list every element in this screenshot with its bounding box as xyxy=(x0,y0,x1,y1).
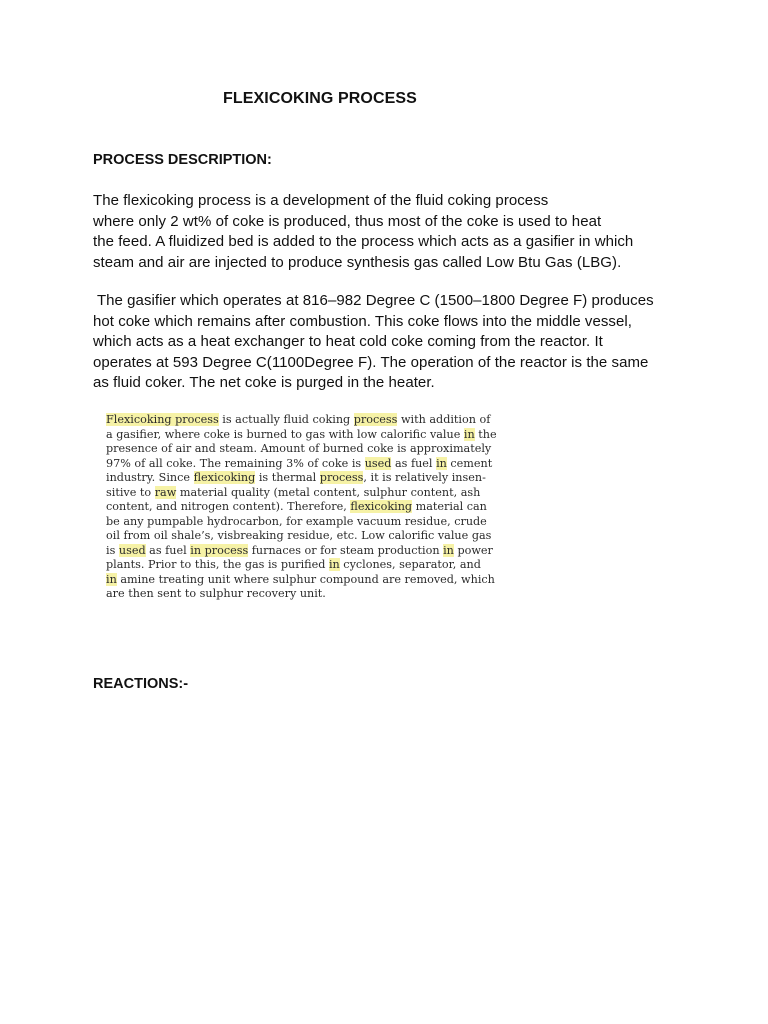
excerpt-text: are then sent to sulphur recovery unit. xyxy=(106,587,326,600)
paragraph-1-line: steam and air are injected to produce synthesis gas called Low Btu Gas (LBG). xyxy=(93,253,622,271)
paragraph-2-line: hot coke which remains after combustion. This coke flows into the middle vessel, xyxy=(93,312,632,330)
highlighted-term: in xyxy=(436,456,447,470)
excerpt-line xyxy=(106,457,498,472)
highlighted-term: in process xyxy=(190,543,249,557)
excerpt-text: plants. Prior to this, the gas is purified xyxy=(106,558,329,571)
excerpt-line xyxy=(106,442,498,457)
paragraph-1-line: the feed. A fluidized bed is added to the process which acts as a gasifier in which xyxy=(93,233,634,250)
excerpt-text: is thermal xyxy=(255,471,320,484)
reactions-heading: REACTIONS:- xyxy=(93,676,189,692)
highlighted-excerpt xyxy=(106,413,498,602)
excerpt-line xyxy=(106,428,498,443)
excerpt-text: presence of air and steam. Amount of burned coke is approximately xyxy=(106,442,492,455)
highlighted-term: in xyxy=(443,543,454,557)
highlighted-term: in xyxy=(106,572,117,586)
excerpt-line xyxy=(106,587,498,602)
page-title: FLEXICOKING PROCESS xyxy=(223,90,417,107)
highlighted-term: in xyxy=(463,427,475,441)
excerpt-text: as fuel xyxy=(145,543,191,557)
excerpt-line xyxy=(106,413,498,428)
highlighted-term: used xyxy=(118,543,146,557)
excerpt-text: material can xyxy=(412,500,487,513)
excerpt-text: content, and nitrogen content). Therefore, xyxy=(106,500,351,513)
excerpt-line xyxy=(106,544,498,559)
excerpt-text: power xyxy=(453,543,493,557)
excerpt-text: as fuel xyxy=(391,456,437,470)
excerpt-text: industry. Since xyxy=(106,471,194,484)
excerpt-text: is actually fluid coking xyxy=(218,413,354,426)
excerpt-line xyxy=(106,529,498,544)
paragraph-2-line: operates at 593 Degree C(1100Degree F). The operation of the reactor is the same xyxy=(93,353,649,371)
paragraph-1-line: where only 2 wt% of coke is produced, thus most of the coke is used to heat xyxy=(93,212,602,230)
excerpt-text: amine treating unit where sulphur compound are removed, which xyxy=(116,572,495,586)
excerpt-line xyxy=(106,515,498,530)
paragraph-2 xyxy=(93,291,654,394)
highlighted-term: process xyxy=(319,471,364,484)
excerpt-text: is xyxy=(106,543,119,557)
paragraph-1 xyxy=(93,191,633,273)
highlighted-term: in xyxy=(328,558,340,571)
excerpt-text: material quality (metal content, sulphur content, ash xyxy=(176,485,481,499)
excerpt-text: , it is relatively insen- xyxy=(363,471,486,484)
process-description-heading: PROCESS DESCRIPTION: xyxy=(93,152,272,168)
paragraph-2-line: The gasifier which operates at 816–982 Degree C (1500–1800 Degree F) produces xyxy=(93,292,654,309)
excerpt-text: cement xyxy=(446,456,493,470)
excerpt-text: cyclones, separator, and xyxy=(339,558,481,571)
excerpt-line xyxy=(106,558,498,573)
excerpt-text: furnaces or for steam production xyxy=(248,543,444,557)
excerpt-line xyxy=(106,486,498,501)
paragraph-1-line: The flexicoking process is a development of the fluid coking process xyxy=(93,192,549,209)
excerpt-text: a gasifier, where coke is burned to gas with low calorific value xyxy=(106,427,464,441)
excerpt-text: 97% of all coke. The remaining 3% of coke is xyxy=(106,456,365,470)
excerpt-line xyxy=(106,471,498,486)
excerpt-line xyxy=(106,573,498,588)
highlighted-term: raw xyxy=(154,485,177,499)
excerpt-text: oil from oil shale’s, visbreaking residue, etc. Low calorific value gas xyxy=(106,529,492,542)
excerpt-text: sitive to xyxy=(106,485,155,499)
highlighted-term: flexicoking xyxy=(193,471,256,484)
paragraph-2-line: as fluid coker. The net coke is purged in the heater. xyxy=(93,374,435,391)
paragraph-2-line: which acts as a heat exchanger to heat cold coke coming from the reactor. It xyxy=(93,333,603,350)
excerpt-line xyxy=(106,500,498,515)
excerpt-text: with addition of xyxy=(397,413,491,426)
excerpt-text: the xyxy=(474,427,497,441)
highlighted-term: Flexicoking process xyxy=(106,413,219,426)
excerpt-text: be any pumpable hydrocarbon, for example vacuum residue, crude xyxy=(106,514,487,528)
highlighted-term: used xyxy=(364,456,392,470)
highlighted-term: flexicoking xyxy=(350,500,413,513)
highlighted-term: process xyxy=(353,413,398,426)
